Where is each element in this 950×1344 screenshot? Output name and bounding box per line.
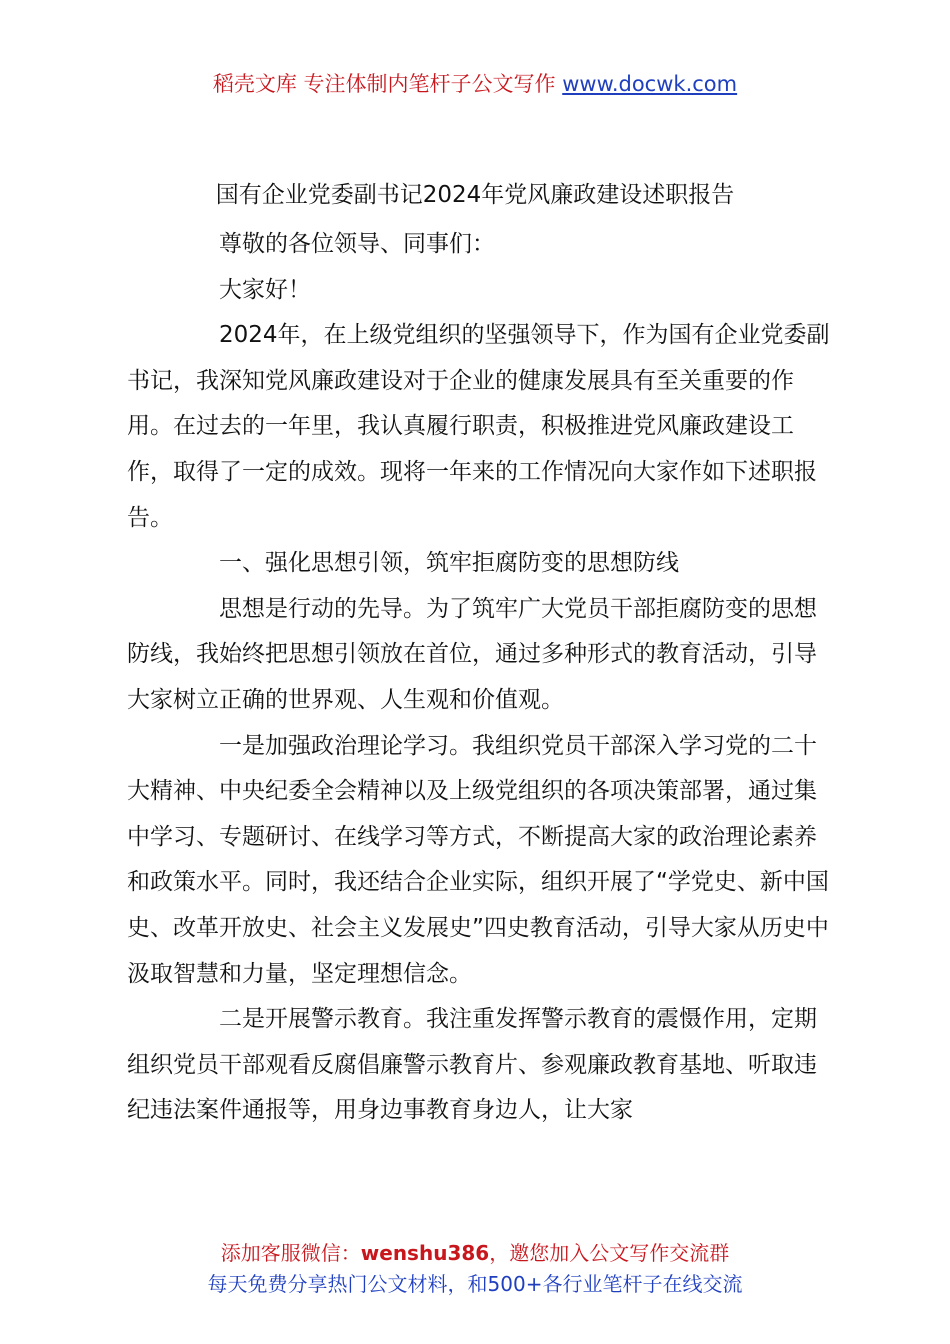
footer-wechat-line: [0, 1238, 950, 1268]
salutation: 尊敬的各位领导、同事们：: [219, 231, 495, 257]
document-title: 国有企业党委副书记2024年党风廉政建设述职报告: [215, 182, 735, 208]
greeting: 大家好！: [219, 276, 311, 303]
body-paragraph: 思想是行动的先导。为了筑牢广大党员干部拒腐防变的思想防线，我始终把思想引领放在首位，通过多种形式的教育活动，引导大家树立正确的世界观、人生观和价值观。: [127, 595, 817, 713]
document-body: [127, 222, 839, 1134]
body-paragraph: 一是加强政治理论学习。我组织党员干部深入学习党的二十大精神、中央纪委全会精神以及上级党组织的各项决策部署，通过集中学习、专题研讨、在线学习等方式，不断提高大家的政治理论素养和政策水平。同时，我还结合企业实际，组织开展了“学党史、新中国史、改革开放史、社会主义发展史”四史教育活动，引导大家从历史中汲取智慧和力量，坚定理想信念。: [127, 732, 829, 987]
footer-wechat-prefix: 添加客服微信：: [220, 1241, 361, 1265]
footer-wechat-id: wenshu386: [360, 1241, 490, 1265]
intro-paragraph: 2024年，在上级党组织的坚强领导下，作为国有企业党委副书记，我深知党风廉政建设对于企业的健康发展具有至关重要的作用。在过去的一年里，我认真履行职责，积极推进党风廉政建设工作，取得了一定的成效。现将一年来的工作情况向大家作如下述职报告。: [127, 322, 830, 531]
footer-promo-line: 每天免费分享热门公文材料，和500+各行业笔杆子在线交流: [207, 1272, 743, 1296]
site-header: [0, 68, 950, 100]
footer-wechat-suffix: ，邀您加入公文写作交流群: [489, 1241, 730, 1265]
header-site-link[interactable]: www.docwk.com: [562, 72, 738, 96]
section-heading-1: 一、强化思想引领，筑牢拒腐防变的思想防线: [219, 550, 679, 577]
body-paragraph: 二是开展警示教育。我注重发挥警示教育的震慑作用，定期组织党员干部观看反腐倡廉警示教育片、参观廉政教育基地、听取违纪违法案件通报等，用身边事教育身边人，让大家: [127, 1006, 817, 1124]
header-brand-text: 稻壳文库 专注体制内笔杆子公文写作: [212, 72, 563, 96]
